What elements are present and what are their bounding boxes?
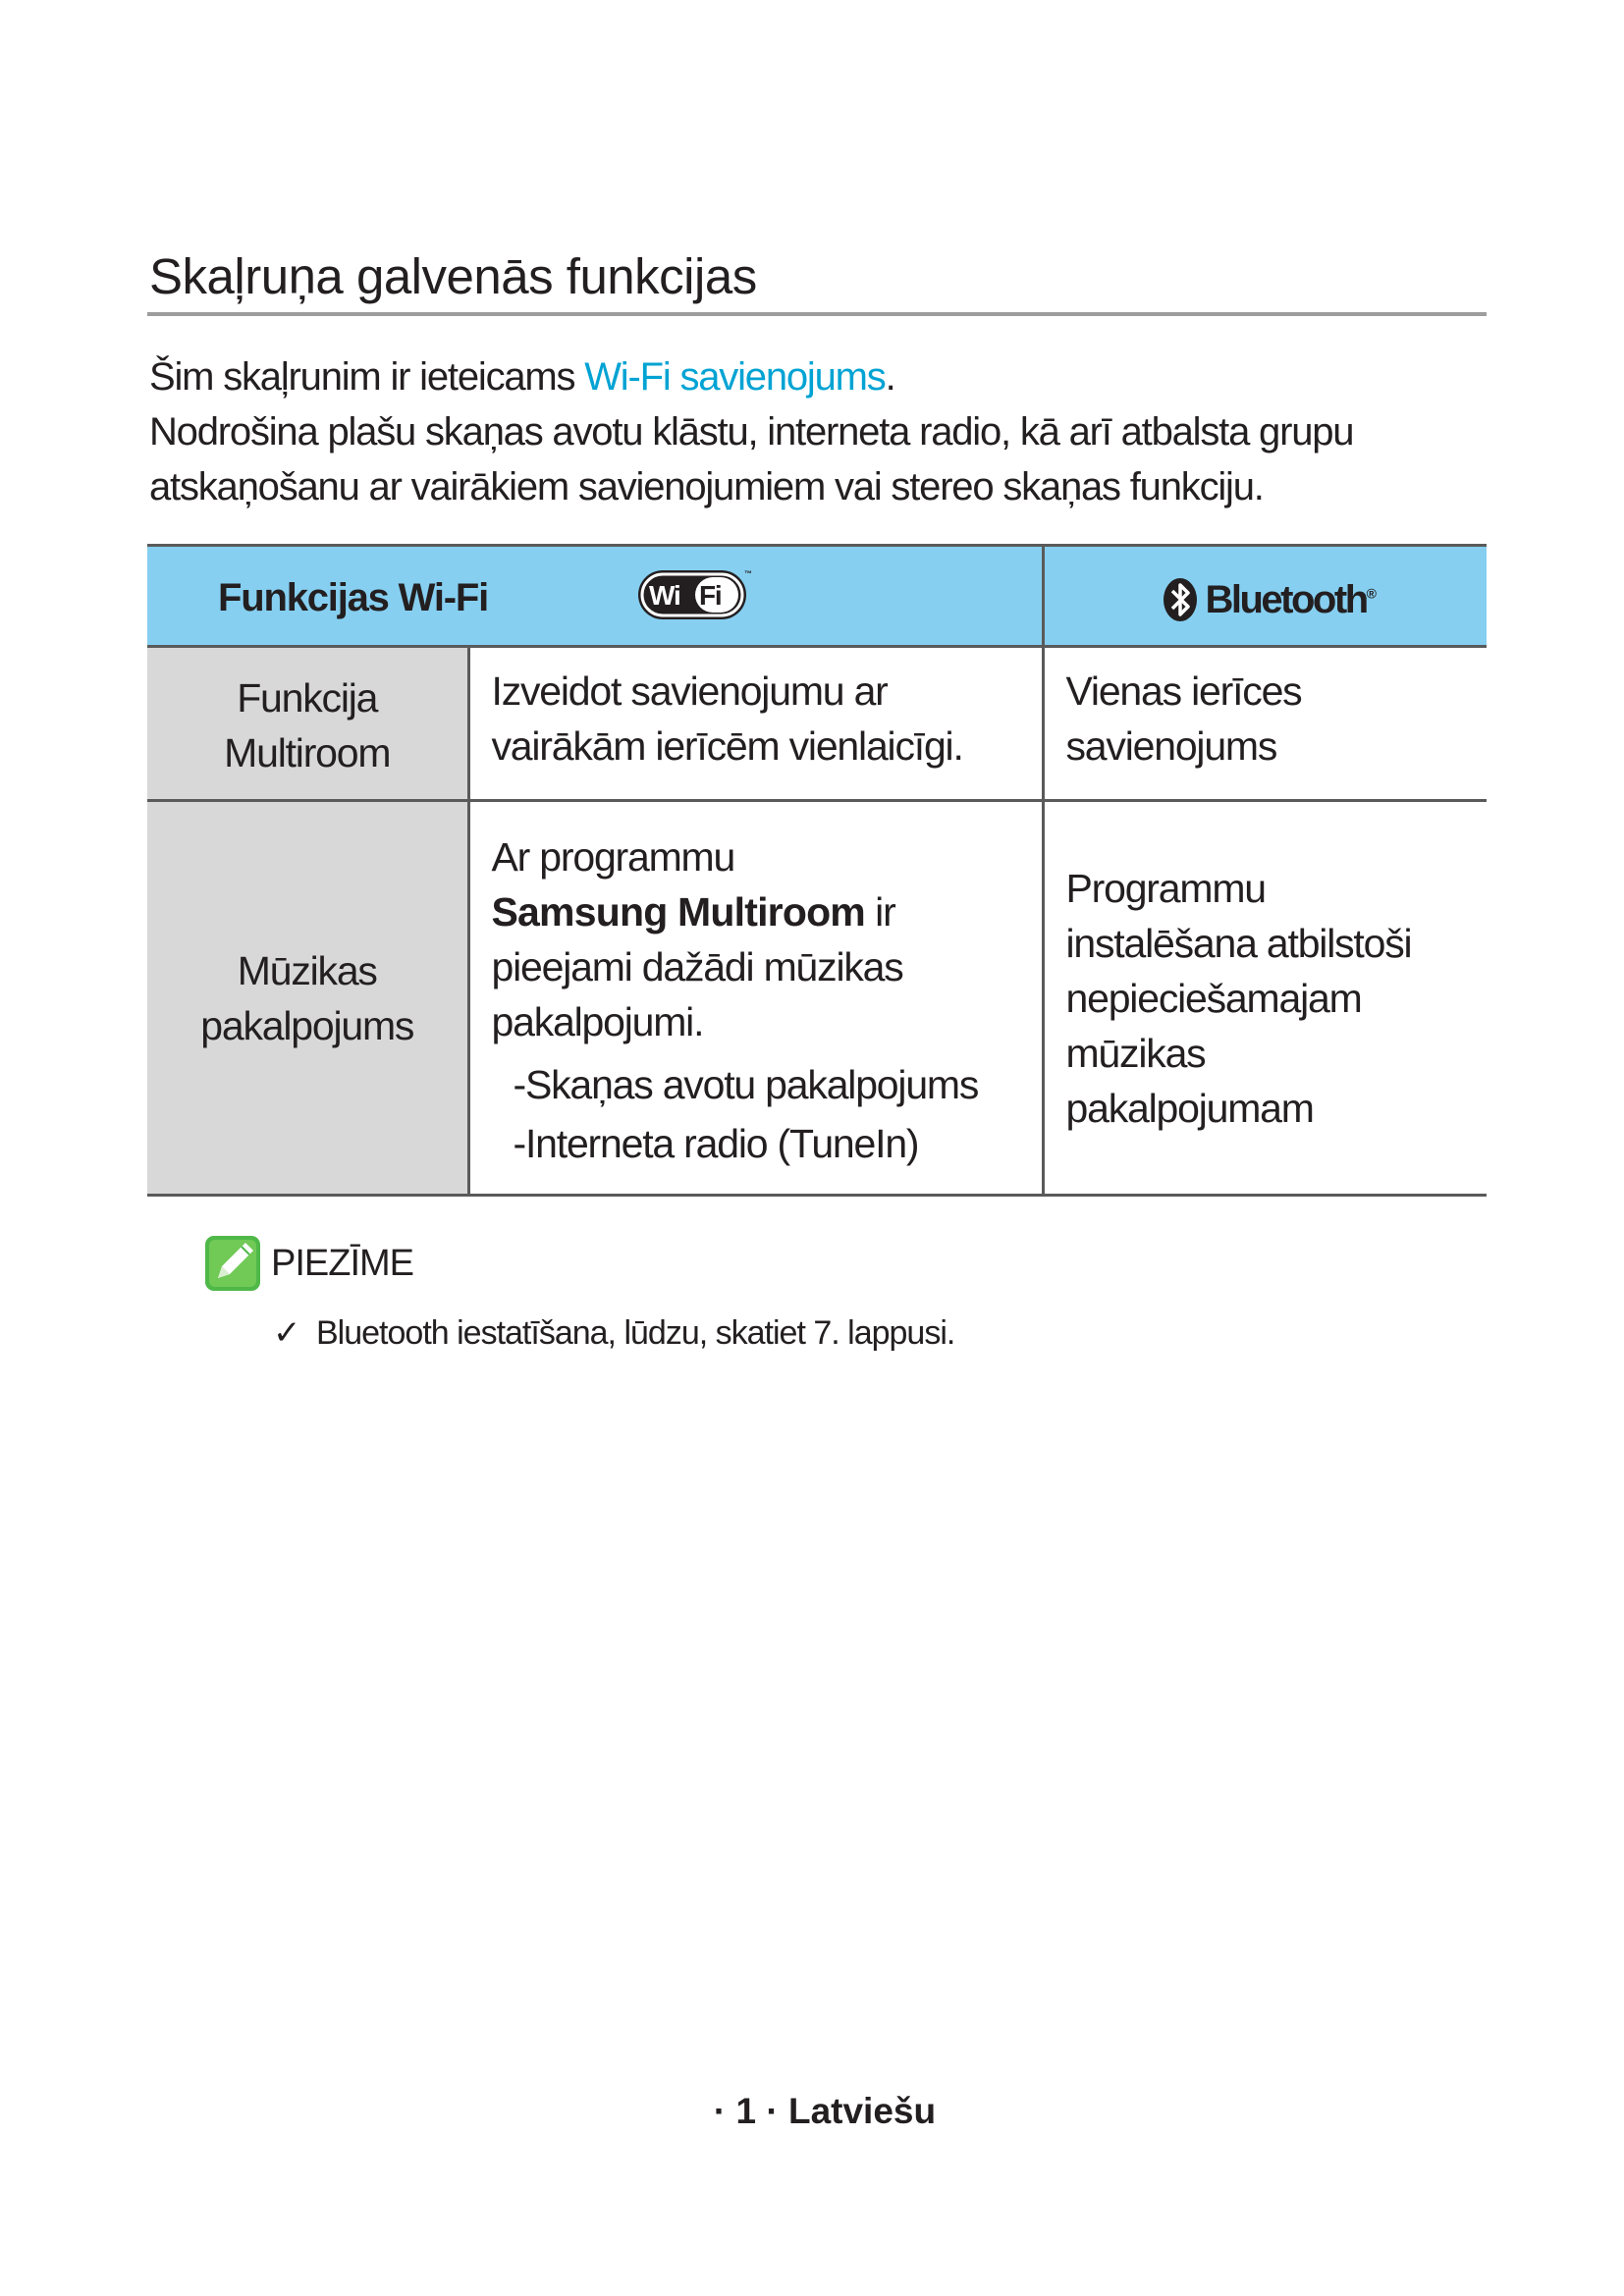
intro-text: Šim skaļrunim ir ieteicams <box>149 355 585 399</box>
feature-comparison-table <box>147 544 1487 1197</box>
wifi-recommendation-highlight: Wi-Fi savienojums <box>584 355 886 399</box>
list-item: -Skaņas avotu pakalpojums <box>513 1062 979 1107</box>
cell-line: Vienas ierīces <box>1065 668 1302 714</box>
cell-line: vairākām ierīcēm vienlaicīgi. <box>491 723 963 769</box>
header-label: Funkcijas Wi-Fi <box>218 576 489 619</box>
title-divider <box>147 312 1487 316</box>
svg-text:Fi: Fi <box>699 580 722 611</box>
intro-paragraph <box>149 349 1494 514</box>
row-head-music-services <box>147 801 468 1196</box>
note-text: Bluetooth iestatīšana, lūdzu, skatiet 7. lappusi. <box>316 1314 955 1352</box>
table-row-music-services <box>147 801 1487 1196</box>
intro-line-2: Nodrošina plašu skaņas avotu klāstu, interneta radio, kā arī atbalsta grupu atskaņošanu ar vairākiem savienojumiem vai stereo skaņas funkciju. <box>149 410 1354 508</box>
cell-line: pakalpojumam <box>1065 1085 1314 1131</box>
wifi-logo-icon <box>636 566 752 623</box>
cell-line: Samsung Multiroom ir <box>491 889 895 934</box>
multiroom-bluetooth-cell <box>1043 647 1487 801</box>
check-mark-icon: ✓ <box>273 1314 300 1352</box>
cell-line: Programmu <box>1065 865 1266 911</box>
page-title: Skaļruņa galvenās funkcijas <box>149 248 757 304</box>
cell-line: savienojums <box>1065 723 1277 769</box>
cell-line: Izveidot savienojumu ar <box>491 668 888 714</box>
row-head-line: pakalpojums <box>200 1002 414 1048</box>
music-services-wifi-cell <box>468 801 1043 1196</box>
cell-line: Ar programmu <box>491 834 735 880</box>
table-row-multiroom <box>147 647 1487 801</box>
page-number-footer: · 1 · Latviešu <box>713 2091 937 2131</box>
cell-line: pakalpojumi. <box>491 999 704 1044</box>
row-head-multiroom <box>147 647 468 801</box>
row-head-line: Funkcija <box>237 675 378 721</box>
table-header-row <box>147 546 1487 647</box>
multiroom-wifi-cell <box>468 647 1043 801</box>
bluetooth-wordmark: Bluetooth® <box>1205 577 1375 621</box>
header-bluetooth-cell <box>1043 546 1487 647</box>
music-services-bluetooth-cell <box>1043 801 1487 1196</box>
note-item <box>273 1313 954 1353</box>
intro-line-1 <box>149 349 1494 404</box>
cell-line: nepieciešamajam <box>1065 975 1362 1021</box>
intro-period: . <box>885 355 895 399</box>
bluetooth-icon <box>1163 577 1198 622</box>
cell-line: mūzikas <box>1065 1030 1206 1076</box>
service-list <box>492 1055 1042 1173</box>
pencil-note-icon <box>204 1235 261 1292</box>
note-title: PIEZĪME <box>271 1243 414 1284</box>
header-wifi-cell <box>147 546 1043 647</box>
row-head-line: Multiroom <box>224 730 391 775</box>
svg-text:Wi: Wi <box>649 580 680 611</box>
list-item: -Interneta radio (TuneIn) <box>513 1121 919 1166</box>
bluetooth-logo <box>1163 570 1375 629</box>
cell-line: pieejami dažādi mūzikas <box>491 944 903 989</box>
samsung-multiroom-app-name: Samsung Multiroom <box>491 889 865 934</box>
row-head-line: Mūzikas <box>237 947 377 993</box>
cell-line: instalēšana atbilstoši <box>1065 920 1412 966</box>
svg-text:™: ™ <box>744 569 751 578</box>
